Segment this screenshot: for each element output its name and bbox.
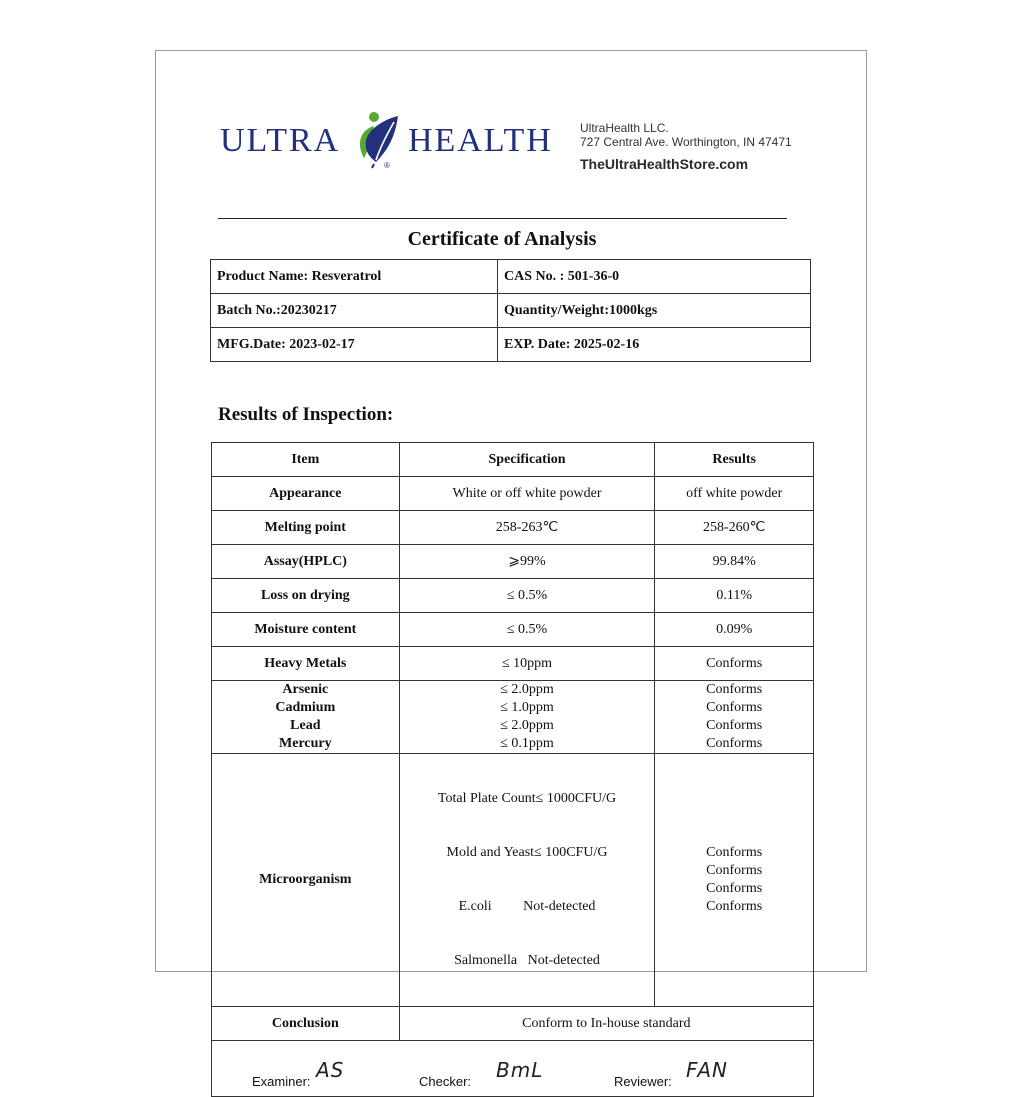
table-row [212, 613, 814, 647]
metals-specs-cell [399, 681, 655, 754]
spec-cell: ≤ 0.5% [399, 579, 655, 613]
spec-lead: ≤ 2.0ppm [500, 718, 554, 733]
result-mold-yeast: Conforms [706, 863, 763, 878]
table-row [212, 579, 814, 613]
item-cell: Heavy Metals [212, 647, 400, 681]
table-row [212, 647, 814, 681]
signature-cell [212, 1041, 814, 1097]
quantity-cell: Quantity/Weight:1000kgs [498, 294, 811, 328]
info-row [211, 260, 811, 294]
table-header-row [212, 443, 814, 477]
spec-cell: ⩾99% [399, 545, 655, 579]
spec-cell: ≤ 0.5% [399, 613, 655, 647]
spec-cell: White or off white powder [399, 477, 655, 511]
company-website: TheUltraHealthStore.com [580, 156, 749, 172]
item-cadmium: Cadmium [275, 700, 336, 715]
result-cell: 0.09% [655, 613, 814, 647]
result-cell: 99.84% [655, 545, 814, 579]
conclusion-label: Conclusion [212, 1007, 400, 1041]
examiner-signature: AS [316, 1058, 345, 1082]
reviewer-label: Reviewer: [614, 1074, 672, 1089]
result-cell: 0.11% [655, 579, 814, 613]
company-address: 727 Central Ave. Worthington, IN 47471 [580, 135, 792, 149]
company-info [580, 121, 792, 172]
result-lead: Conforms [706, 718, 763, 733]
result-salmonella: Conforms [706, 899, 763, 914]
item-cell: Loss on drying [212, 579, 400, 613]
table-row [212, 477, 814, 511]
item-cell: Assay(HPLC) [212, 545, 400, 579]
micro-specs-cell [399, 754, 655, 1007]
cas-number-cell: CAS No. : 501-36-0 [498, 260, 811, 294]
spec-cell: 258-263℃ [399, 511, 655, 545]
spec-total-plate-count: Total Plate Count≤ 1000CFU/G [437, 791, 617, 806]
company-name: UltraHealth LLC. [580, 121, 669, 135]
spec-ecoli: E.coli Not-detected [458, 899, 596, 914]
spec-cadmium: ≤ 1.0ppm [500, 700, 554, 715]
info-row [211, 328, 811, 362]
section-title: Results of Inspection: [218, 404, 394, 425]
spec-arsenic: ≤ 2.0ppm [500, 682, 554, 697]
result-ecoli: Conforms [706, 881, 763, 896]
item-arsenic: Arsenic [282, 682, 329, 697]
batch-number-cell: Batch No.:20230217 [211, 294, 498, 328]
table-row-metals [212, 681, 814, 754]
inspection-results-table [211, 442, 814, 1097]
checker-signature: BmL [496, 1058, 544, 1082]
result-mercury: Conforms [706, 736, 763, 751]
metals-results-cell [655, 681, 814, 754]
result-cell: 258-260℃ [655, 511, 814, 545]
item-cell: Moisture content [212, 613, 400, 647]
signature-row [212, 1041, 814, 1097]
mfg-date-cell: MFG.Date: 2023-02-17 [211, 328, 498, 362]
exp-date-cell: EXP. Date: 2025-02-16 [498, 328, 811, 362]
svg-text:®: ® [384, 161, 390, 170]
reviewer-signature: FAN [686, 1058, 728, 1082]
header-divider [218, 218, 787, 219]
logo-text-left: ULTRA [220, 122, 341, 159]
header-item: Item [212, 443, 400, 477]
logo-text-right: HEALTH [408, 122, 553, 159]
spec-mercury: ≤ 0.1ppm [500, 736, 554, 751]
item-lead: Lead [290, 718, 321, 733]
spec-cell: ≤ 10ppm [399, 647, 655, 681]
checker-label: Checker: [419, 1074, 472, 1089]
result-total-plate-count: Conforms [706, 845, 763, 860]
metals-items-cell [212, 681, 400, 754]
signature-block [212, 1041, 813, 1096]
header-results: Results [655, 443, 814, 477]
spec-salmonella: Salmonella Not-detected [454, 953, 600, 968]
micro-results-cell [655, 754, 814, 1007]
product-name-cell: Product Name: Resveratrol [211, 260, 498, 294]
spec-mold-yeast: Mold and Yeast≤ 100CFU/G [446, 845, 608, 860]
item-cell: Microorganism [212, 754, 400, 1007]
result-arsenic: Conforms [706, 682, 763, 697]
result-cadmium: Conforms [706, 700, 763, 715]
leaf-person-icon [350, 110, 402, 170]
info-row [211, 294, 811, 328]
examiner-label: Examiner: [252, 1074, 311, 1089]
item-cell: Appearance [212, 477, 400, 511]
table-row [212, 545, 814, 579]
conclusion-value: Conform to In-house standard [399, 1007, 813, 1041]
item-cell: Melting point [212, 511, 400, 545]
ultra-health-logo [220, 108, 553, 170]
result-cell: Conforms [655, 647, 814, 681]
item-mercury: Mercury [279, 736, 332, 751]
document-title: Certificate of Analysis [407, 228, 597, 250]
table-row [212, 511, 814, 545]
table-row-microorganism [212, 754, 814, 1007]
header-specification: Specification [399, 443, 655, 477]
product-info-table [210, 259, 811, 362]
result-cell: off white powder [655, 477, 814, 511]
